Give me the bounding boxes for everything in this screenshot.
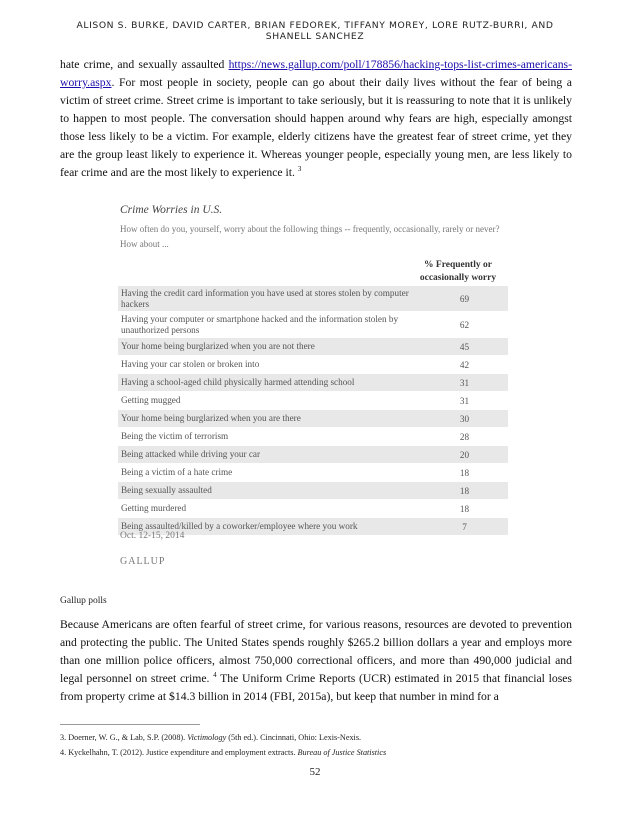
row-label: Being the victim of terrorism (121, 431, 229, 441)
table-row (118, 286, 508, 312)
gallup-poll-link[interactable]: https://news.gallup.com/poll/178856/hacking-tops-list-crimes-americans-worry.aspx (60, 58, 572, 89)
row-value: 18 (459, 467, 470, 478)
paragraph-2-part1: Because Americans are often fearful of street crime, for various reasons, resources are devoted to prevention and protecting the public. The United States spends roughly $265.2 billion dollars a year and employs more than one million police officers, almost 750,000 correctional officers, and more than 490,000 judicial and legal personnel on street crime. (60, 618, 572, 685)
figure-title: Crime Worries in U.S. (120, 204, 223, 216)
row-label: Being assaulted/killed by a coworker/employee where you work (121, 521, 358, 531)
row-value: 30 (459, 413, 470, 424)
page-number: 52 (309, 766, 321, 778)
table-row (118, 464, 508, 482)
worry-table (118, 286, 508, 536)
row-value: 7 (462, 521, 467, 532)
table-row (118, 356, 508, 374)
row-value: 28 (459, 431, 470, 442)
figure-caption: Gallup polls (60, 596, 107, 606)
footnote-source-title: Bureau of Justice Statistics (297, 748, 387, 757)
row-label: Getting mugged (121, 395, 181, 405)
paragraph-1 (60, 56, 572, 182)
row-value: 20 (459, 449, 470, 460)
footnote-text-end: (5th ed.). Cincinnati, Ohio: Lexis-Nexis. (226, 733, 362, 742)
footnote-text: 3. Doerner, W. G., & Lab, S.P. (2008). (60, 733, 188, 742)
table-row (118, 500, 508, 518)
survey-date: Oct. 12-15, 2014 (120, 531, 185, 541)
crime-worries-figure (112, 196, 512, 574)
figure-question: How often do you, yourself, worry about the following things -- frequently, occasionally, rarely or never? How about ... (120, 224, 500, 249)
row-label: Your home being burglarized when you are not there (121, 341, 315, 351)
row-label: Having your car stolen or broken into (121, 359, 260, 369)
row-label: Getting murdered (121, 503, 187, 513)
footnote-source-title: Victimology (187, 733, 227, 742)
table-row (118, 446, 508, 464)
table-row (118, 338, 508, 356)
footnote (60, 730, 570, 745)
footnote-ref-4[interactable]: 4 (213, 671, 217, 680)
row-label: Having the credit card information you have used at stores stolen by computer hackers (121, 287, 409, 309)
paragraph-1-lead: hate crime, and sexually assaulted (60, 58, 229, 71)
row-value: 45 (459, 341, 470, 352)
table-row (118, 482, 508, 500)
table-row (118, 428, 508, 446)
row-value: 42 (459, 359, 470, 370)
column-header: % Frequently or occasionally worry (419, 260, 497, 283)
row-value: 69 (459, 293, 470, 304)
row-label: Being attacked while driving your car (121, 449, 261, 459)
row-label: Having your computer or smartphone hacked and the information stolen by unauthorized persons (121, 313, 399, 335)
table-row (118, 410, 508, 428)
footnote-ref-3[interactable]: 3 (297, 165, 302, 174)
row-value: 18 (459, 485, 470, 496)
row-value: 62 (459, 319, 470, 330)
row-label: Being a victim of a hate crime (121, 467, 233, 477)
footnotes (60, 730, 570, 760)
table-row (118, 312, 508, 338)
row-value: 31 (459, 395, 470, 406)
footnote (60, 745, 570, 760)
paragraph-1-body: . For most people in society, people can go about their daily lives without the fear of being a victim of street crime. Street crime is important to take seriously, but it is reassuring to note that it is unlikely to happen to most people. The conversation should happen around why fears are high, especially amongst those less likely to be a victim. For example, elderly citizens have the greatest fear of street crime, yet they are the group least likely to experience it. Whereas younger people, especially young men, are less likely to fear crime and are the most likely to experience it. (60, 76, 572, 179)
footnote-text: 4. Kyckelhahn, T. (2012). Justice expenditure and employment extracts. (60, 748, 298, 757)
row-label: Having a school-aged child physically harmed attending school (121, 377, 355, 387)
running-head: ALISON S. BURKE, DAVID CARTER, BRIAN FEDOREK, TIFFANY MOREY, LORE RUTZ-BURRI, AND SHANELL SANCHEZ (76, 20, 554, 42)
table-row (118, 392, 508, 410)
gallup-logo: GALLUP (120, 556, 166, 567)
footnote-divider (60, 724, 200, 725)
row-value: 31 (459, 377, 470, 388)
paragraph-2-part2: The Uniform Crime Reports (UCR) estimated in 2015 that financial loses from property crime at $14.3 billion in 2014 (FBI, 2015a), but keep that number in mind for a (60, 672, 572, 703)
table-row (118, 374, 508, 392)
row-label: Being sexually assaulted (121, 485, 212, 495)
row-label: Your home being burglarized when you are there (121, 413, 301, 423)
row-value: 18 (459, 503, 470, 514)
paragraph-2 (60, 616, 572, 706)
